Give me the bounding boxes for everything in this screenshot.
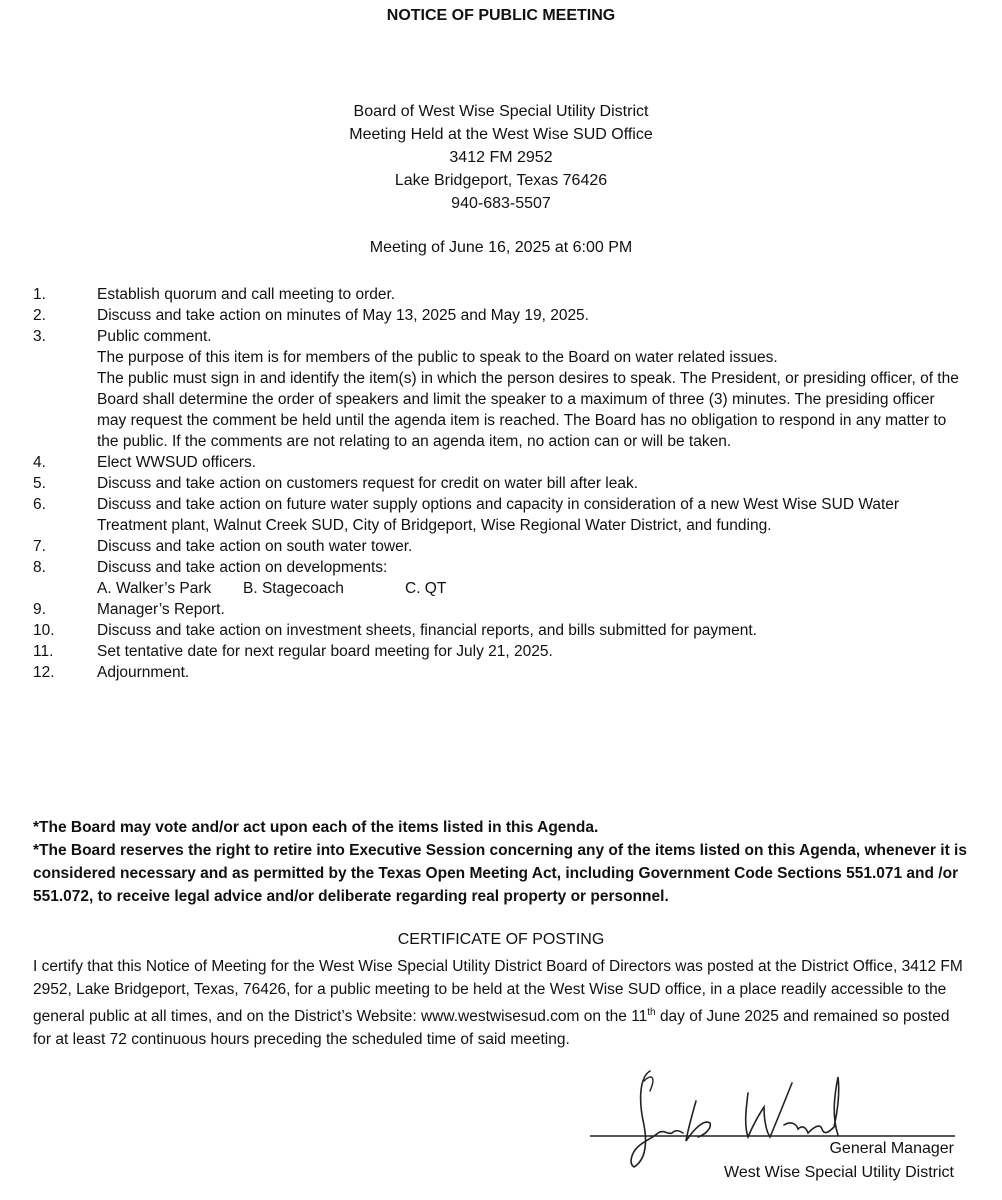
agenda-item-text: Discuss and take action on south water tower. (97, 538, 413, 555)
agenda-item-text: Elect WWSUD officers. (97, 454, 257, 471)
city-address: Lake Bridgeport, Texas 76426 (394, 172, 608, 189)
signature-stroke (784, 1077, 839, 1135)
agenda-item-text: Discuss and take action on investment sheets, financial reports, and bills submitted for payment. (97, 622, 757, 639)
agenda-item-number: 7. (33, 538, 46, 555)
meeting-location: Meeting Held at the West Wise SUD Office (349, 126, 653, 143)
certificate-text-1: I certify that this Notice of Meeting for the West Wise Special Utility District Board of Directors was posted at the District Office, 3412 FM 2952, Lake Bridgeport, Texas, 76426, for a public meeting to be held at the West Wise SUD office, in a place readily accessible to the general public at all times, and on the District’s Website: www.westwisesud.com on the (33, 958, 963, 1026)
agenda-item-text: Discuss and take action on minutes of May 13, 2025 and May 19, 2025. (97, 307, 589, 324)
posting-day-suffix: th (647, 1007, 656, 1018)
certificate-body (33, 955, 968, 1051)
phone-number: 940-683-5507 (451, 195, 551, 212)
agenda-item-number: 4. (33, 454, 46, 471)
agenda-item (33, 536, 963, 557)
certificate-title: CERTIFICATE OF POSTING (397, 931, 605, 948)
agenda-item-text: Establish quorum and call meeting to order. (97, 286, 396, 303)
agenda-item (33, 284, 963, 305)
agenda-item-text: Adjournment. (97, 664, 190, 681)
public-comment-purpose: The purpose of this item is for members of the public to speak to the Board on water related issues. (97, 349, 778, 366)
signature-stroke (746, 1083, 792, 1137)
meeting-date: Meeting of June 16, 2025 at 6:00 PM (369, 239, 633, 256)
developments-list (97, 578, 963, 599)
certificate-text-2: day of June 2025 and remained so posted for at least 72 continuous hours preceding the scheduled time of said meeting. (33, 1008, 950, 1049)
signer-organization: West Wise Special Utility District (724, 1164, 954, 1181)
development-walkers-park: A. Walker’s Park (97, 580, 212, 597)
agenda-item (33, 641, 963, 662)
agenda-item-text: Manager’s Report. (97, 601, 225, 618)
agenda-item-text: Public comment. (97, 328, 212, 345)
agenda-item-number: 10. (33, 622, 55, 639)
vote-note: *The Board may vote and/or act upon each of the items listed in this Agenda. (33, 819, 599, 836)
agenda-item (33, 620, 963, 641)
street-address: 3412 FM 2952 (449, 149, 553, 166)
agenda-item-number: 12. (33, 664, 55, 681)
public-comment-rules: The public must sign in and identify the item(s) in which the person desires to speak. The President, or presiding officer, of the Board shall determine the order of speakers and limit the speaker to a maximum of three (3) minutes. The presiding officer may request the comment be held until the agenda item is reached. The Board has no obligation to respond in any matter to the public. If the comments are not relating to an agenda item, no action can or will be taken. (97, 370, 959, 450)
agenda-item (33, 662, 963, 683)
agenda-item-text: Set tentative date for next regular board meeting for July 21, 2025. (97, 643, 553, 660)
agenda-item (33, 473, 963, 494)
agenda-item-number: 3. (33, 328, 46, 345)
agenda-item (33, 557, 963, 599)
agenda-item-number: 9. (33, 601, 46, 618)
executive-session-note: *The Board reserves the right to retire into Executive Session concerning any of the items listed on this Agenda, whenever it is considered necessary and as permitted by the Texas Open Meeting Act, including Government Code Sections 551.071 and /or 551.072, to receive legal advice and/or deliberate regarding real property or personnel. (33, 842, 967, 905)
agenda-item (33, 326, 963, 452)
agenda-item-number: 11. (33, 643, 54, 660)
board-notes (33, 816, 968, 908)
agenda-item-text: Discuss and take action on developments: (97, 559, 388, 576)
agenda-item-number: 6. (33, 496, 46, 513)
agenda-item-number: 8. (33, 559, 46, 576)
signature-stroke (644, 1077, 653, 1091)
posting-day: 11 (631, 1008, 648, 1026)
agenda-item-number: 2. (33, 307, 46, 324)
agenda-item (33, 452, 963, 473)
agenda-item-text: Discuss and take action on future water supply options and capacity in consideration of a new West Wise SUD Water Treatment plant, Walnut Creek SUD, City of Bridgeport, Wise Regional Water District, and funding. (97, 496, 900, 534)
board-name: Board of West Wise Special Utility District (353, 103, 649, 120)
meeting-header (0, 100, 1002, 215)
agenda-item (33, 305, 963, 326)
agenda-item-number: 1. (33, 286, 46, 303)
agenda-item (33, 599, 963, 620)
agenda-item (33, 494, 963, 536)
page-title: NOTICE OF PUBLIC MEETING (386, 7, 616, 24)
agenda-list (33, 284, 963, 683)
signature-stroke (686, 1101, 710, 1141)
development-qt: C. QT (405, 580, 447, 597)
agenda-item-number: 5. (33, 475, 46, 492)
signer-title: General Manager (829, 1140, 954, 1157)
agenda-item-text: Discuss and take action on customers request for credit on water bill after leak. (97, 475, 639, 492)
development-stagecoach: B. Stagecoach (243, 580, 344, 597)
signature-stroke (631, 1071, 683, 1167)
